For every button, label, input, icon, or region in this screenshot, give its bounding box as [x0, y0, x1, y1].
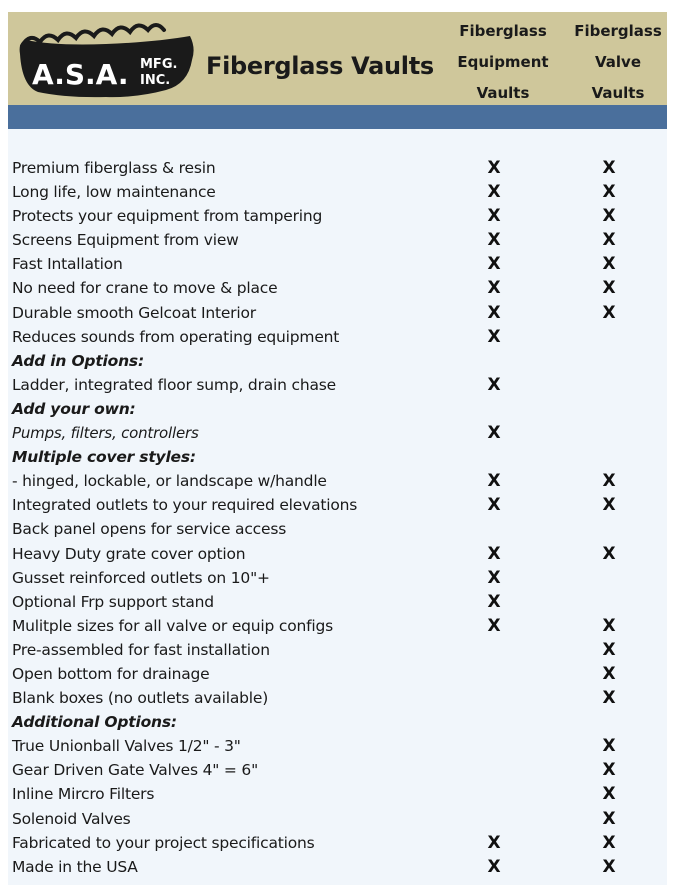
table-row [0, 180, 675, 204]
equipment-vault-mark: X [487, 591, 501, 612]
feature-label: Heavy Duty grate cover option [12, 544, 246, 563]
valve-vault-mark: X [602, 615, 616, 636]
feature-label: Additional Options: [12, 713, 177, 732]
feature-label: Protects your equipment from tampering [12, 207, 323, 226]
feature-label: Reduces sounds from operating equipment [12, 327, 340, 346]
equipment-vault-mark: X [487, 374, 501, 395]
feature-label: Add in Options: [12, 351, 144, 370]
equipment-vault-mark: X [487, 230, 501, 251]
table-row [0, 638, 675, 662]
feature-label: Blank boxes (no outlets available) [12, 689, 269, 708]
feature-label: Solenoid Valves [12, 809, 131, 828]
valve-vault-mark: X [602, 471, 616, 492]
equipment-vault-mark: X [487, 302, 501, 323]
feature-label: Inline Mircro Filters [12, 785, 155, 804]
table-row [0, 542, 675, 566]
feature-label: Made in the USA [12, 857, 138, 876]
section-heading-row [0, 710, 675, 734]
section-heading-row [0, 445, 675, 469]
table-row [0, 301, 675, 325]
valve-vault-mark: X [602, 158, 616, 178]
feature-table [0, 156, 675, 879]
equipment-vault-mark: X [487, 158, 501, 178]
valve-vault-mark: X [602, 856, 616, 877]
valve-vault-mark: X [602, 808, 616, 829]
table-row [0, 855, 675, 879]
valve-vault-mark: X [602, 543, 616, 564]
table-row [0, 566, 675, 590]
header-divider-bar [8, 105, 667, 129]
feature-label: Optional Frp support stand [12, 592, 214, 611]
table-row [0, 325, 675, 349]
valve-vault-mark: X [602, 182, 616, 203]
feature-label: Mulitple sizes for all valve or equip configs [12, 616, 334, 635]
table-row [0, 252, 675, 276]
valve-vault-mark: X [602, 736, 616, 757]
table-row [0, 758, 675, 782]
feature-label: Back panel opens for service access [12, 520, 287, 539]
feature-label: Add your own: [12, 399, 136, 418]
valve-vault-mark: X [602, 639, 616, 660]
equipment-vault-mark: X [487, 495, 501, 516]
equipment-vault-mark: X [487, 471, 501, 492]
feature-label: Screens Equipment from view [12, 231, 239, 250]
valve-vault-mark: X [602, 254, 616, 275]
table-row [0, 686, 675, 710]
table-row [0, 831, 675, 855]
feature-label: Premium fiberglass & resin [12, 159, 216, 177]
feature-label: Pre-assembled for fast installation [12, 640, 270, 659]
equipment-vault-mark: X [487, 278, 501, 299]
table-row [0, 373, 675, 397]
feature-label: - hinged, lockable, or landscape w/handle [12, 472, 327, 491]
feature-label: No need for crane to move & place [12, 279, 278, 298]
table-row [0, 493, 675, 517]
equipment-vault-mark: X [487, 326, 501, 347]
feature-label: Multiple cover styles: [12, 448, 196, 467]
equipment-vault-mark: X [487, 254, 501, 275]
valve-vault-mark: X [602, 832, 616, 853]
feature-label: Open bottom for drainage [12, 664, 210, 683]
equipment-vault-mark: X [487, 567, 501, 588]
logo-letters: A.S.A. [32, 58, 129, 91]
equipment-vault-mark: X [487, 543, 501, 564]
feature-label: Long life, low maintenance [12, 183, 216, 202]
feature-label: Gusset reinforced outlets on 10"+ [12, 568, 270, 587]
valve-vault-mark: X [602, 230, 616, 251]
valve-vault-mark: X [602, 206, 616, 227]
table-row [0, 734, 675, 758]
table-row [0, 807, 675, 831]
table-row [0, 662, 675, 686]
equipment-vault-mark: X [487, 423, 501, 444]
feature-label: Gear Driven Gate Valves 4" = 6" [12, 761, 259, 780]
feature-label: Fast Intallation [12, 255, 123, 274]
table-row [0, 421, 675, 445]
table-row [0, 782, 675, 806]
equipment-vault-mark: X [487, 856, 501, 877]
feature-label: True Unionball Valves 1/2" - 3" [12, 737, 241, 756]
valve-vault-mark: X [602, 302, 616, 323]
table-row [0, 614, 675, 638]
feature-label: Ladder, integrated floor sump, drain chase [12, 375, 336, 394]
table-row [0, 517, 675, 541]
section-heading-row [0, 349, 675, 373]
table-row [0, 590, 675, 614]
table-row [0, 228, 675, 252]
valve-vault-mark: X [602, 278, 616, 299]
equipment-vault-mark: X [487, 206, 501, 227]
table-row [0, 469, 675, 493]
header-band [8, 12, 667, 105]
table-row [0, 276, 675, 300]
table-row [0, 204, 675, 228]
asa-logo [16, 20, 196, 102]
svg-text:MFG.: MFG. [140, 57, 178, 72]
section-heading-row [0, 397, 675, 421]
feature-label: Durable smooth Gelcoat Interior [12, 303, 256, 322]
valve-vault-mark: X [602, 495, 616, 516]
valve-vault-mark: X [602, 688, 616, 709]
feature-label: Pumps, filters, controllers [12, 424, 199, 443]
column-header-equipment-vaults: Fiberglass Equipment Vaults [457, 22, 549, 102]
column-header-valve-vaults: Fiberglass Valve Vaults [574, 22, 662, 102]
feature-label: Integrated outlets to your required elevations [12, 496, 358, 515]
table-row [0, 156, 675, 180]
equipment-vault-mark: X [487, 832, 501, 853]
valve-vault-mark: X [602, 663, 616, 684]
valve-vault-mark: X [602, 760, 616, 781]
page-title: Fiberglass Vaults [206, 52, 434, 80]
equipment-vault-mark: X [487, 615, 501, 636]
equipment-vault-mark: X [487, 182, 501, 203]
feature-label: Fabricated to your project specifications [12, 833, 315, 852]
valve-vault-mark: X [602, 784, 616, 805]
svg-text:INC.: INC. [140, 73, 171, 88]
